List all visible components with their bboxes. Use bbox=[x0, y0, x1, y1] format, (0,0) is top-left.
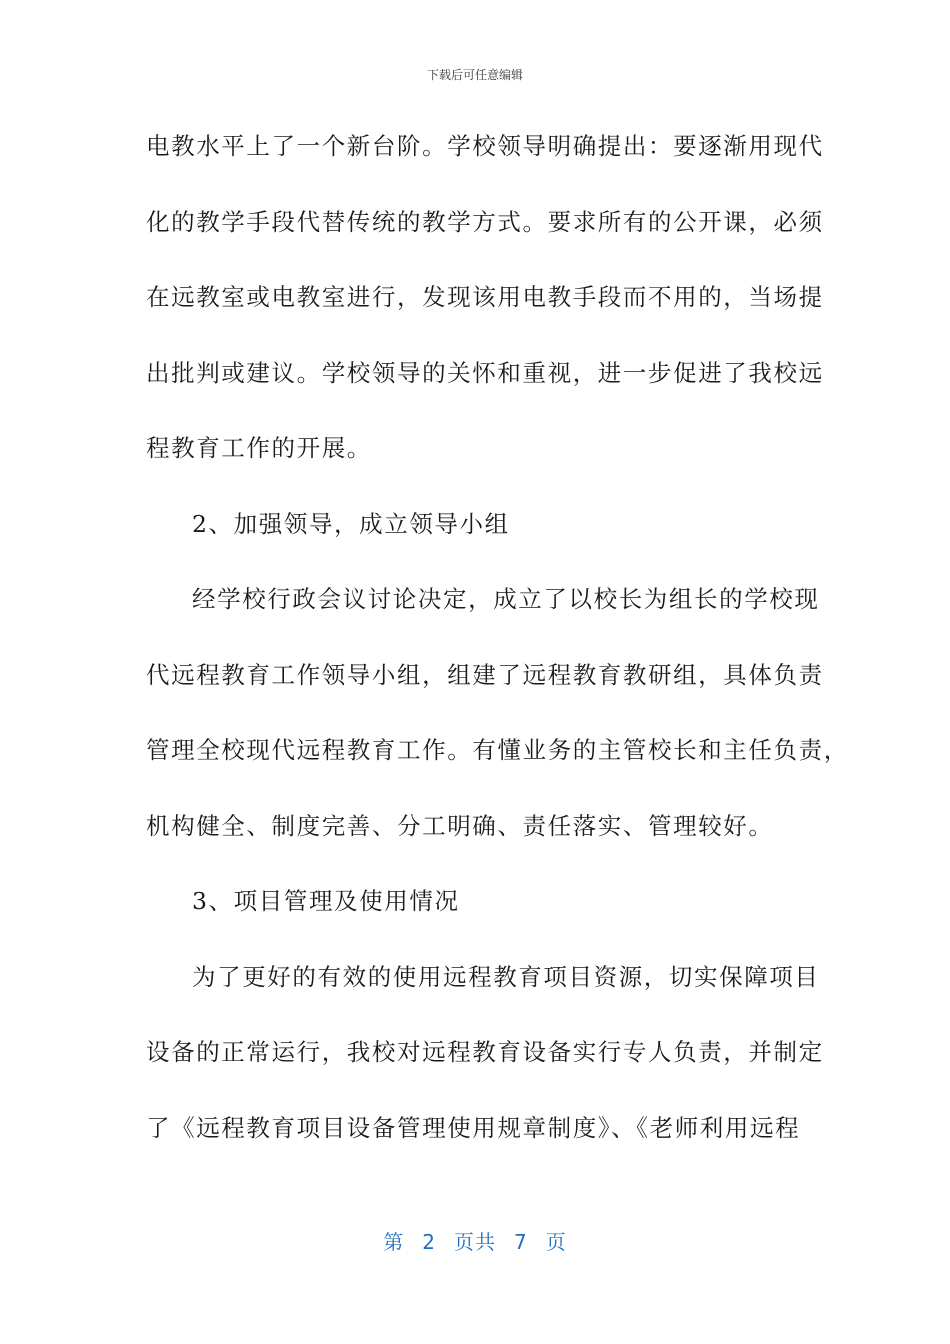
footer-prefix: 第 bbox=[383, 1230, 405, 1254]
paragraph-line-9: 管理全校现代远程教育工作。有懂业务的主管校长和主任负责， bbox=[146, 736, 849, 764]
paragraph-line-2: 化的教学手段代替传统的教学方式。要求所有的公开课，必须 bbox=[146, 207, 824, 236]
paragraph-line-14: 了《远程教育项目设备管理使用规章制度》、《老师利用远程 bbox=[146, 1113, 801, 1142]
paragraph-line-7: 经学校行政会议讨论决定，成立了以校长为组长的学校现 bbox=[192, 585, 820, 613]
paragraph-line-8: 代远程教育工作领导小组，组建了远程教育教研组，具体负责 bbox=[146, 660, 824, 689]
paragraph-line-5: 程教育工作的开展。 bbox=[146, 434, 372, 462]
footer-total-pages: 7 bbox=[514, 1230, 528, 1254]
paragraph-line-4: 出批判或建议。学校领导的关怀和重视，进一步促进了我校远 bbox=[146, 358, 824, 387]
paragraph-line-1: 电教水平上了一个新台阶。学校领导明确提出：要逐渐用现代 bbox=[146, 132, 824, 160]
paragraph-line-12: 为了更好的有效的使用远程教育项目资源，切实保障项目 bbox=[192, 962, 820, 991]
paragraph-line-3: 在远教室或电教室进行，发现该用电教手段而不用的，当场提 bbox=[146, 283, 824, 311]
page-header-note: 下载后可任意编辑 bbox=[426, 68, 523, 82]
section-heading-3: 3、项目管理及使用情况 bbox=[192, 887, 460, 915]
paragraph-line-10: 机构健全、制度完善、分工明确、责任落实、管理较好。 bbox=[146, 811, 774, 840]
page-footer bbox=[0, 1226, 950, 1255]
document-body bbox=[146, 128, 849, 1185]
footer-suffix: 页 bbox=[545, 1230, 567, 1254]
footer-middle: 页共 bbox=[454, 1230, 496, 1254]
footer-page-number: 2 bbox=[422, 1230, 436, 1254]
paragraph-line-13: 设备的正常运行，我校对远程教育设备实行专人负责，并制定 bbox=[146, 1038, 824, 1066]
section-heading-2: 2、加强领导，成立领导小组 bbox=[192, 509, 510, 538]
